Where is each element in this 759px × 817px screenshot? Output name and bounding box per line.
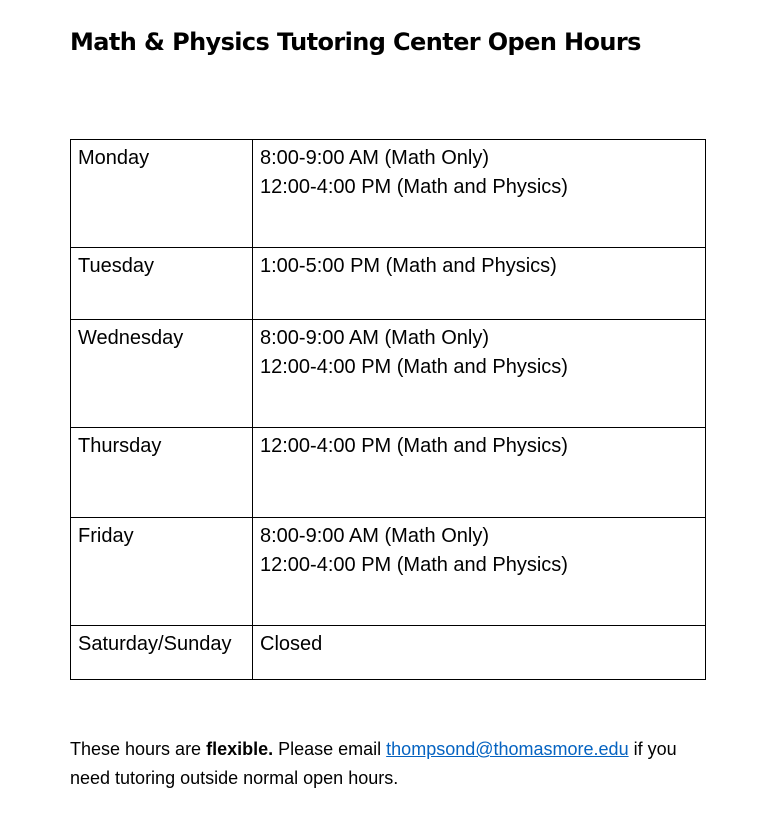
page-title: Math & Physics Tutoring Center Open Hours (70, 28, 641, 56)
hours-cell (253, 140, 706, 248)
table-row (71, 428, 706, 518)
time-slot: 8:00-9:00 AM (Math Only) (260, 525, 489, 547)
table-row (71, 626, 706, 680)
time-slot: 12:00-4:00 PM (Math and Physics) (260, 176, 568, 198)
table-row (71, 518, 706, 626)
table-row (71, 248, 706, 320)
time-slot: 12:00-4:00 PM (Math and Physics) (260, 356, 568, 378)
day-label: Friday (78, 525, 134, 547)
hours-cell (253, 248, 706, 320)
time-slot: 8:00-9:00 AM (Math Only) (260, 147, 489, 169)
time-slot: Closed (260, 633, 323, 655)
time-slot: 8:00-9:00 AM (Math Only) (260, 327, 489, 349)
day-cell (71, 140, 253, 248)
email-link[interactable]: thompsond@thomasmore.edu (386, 739, 629, 759)
note-emphasis: flexible. (206, 739, 274, 759)
hours-cell (253, 518, 706, 626)
hours-cell (253, 428, 706, 518)
note-prefix: These hours are (70, 739, 207, 759)
note-middle: Please email (273, 739, 387, 759)
time-slot: 12:00-4:00 PM (Math and Physics) (260, 435, 568, 457)
hours-cell (253, 320, 706, 428)
day-label: Tuesday (78, 255, 154, 277)
footnote (70, 735, 710, 793)
note-suffix: if you need tutoring outside normal open hours. (70, 739, 677, 788)
day-cell (71, 428, 253, 518)
day-label: Monday (78, 147, 150, 169)
table-row (71, 320, 706, 428)
day-cell (71, 518, 253, 626)
day-cell (71, 320, 253, 428)
hours-cell (253, 626, 706, 680)
day-cell (71, 626, 253, 680)
day-label: Saturday/Sunday (78, 633, 232, 655)
day-cell (71, 248, 253, 320)
hours-table (70, 139, 706, 680)
table-row (71, 140, 706, 248)
day-label: Wednesday (78, 327, 184, 349)
time-slot: 12:00-4:00 PM (Math and Physics) (260, 554, 568, 576)
day-label: Thursday (78, 435, 162, 457)
time-slot: 1:00-5:00 PM (Math and Physics) (260, 255, 557, 277)
